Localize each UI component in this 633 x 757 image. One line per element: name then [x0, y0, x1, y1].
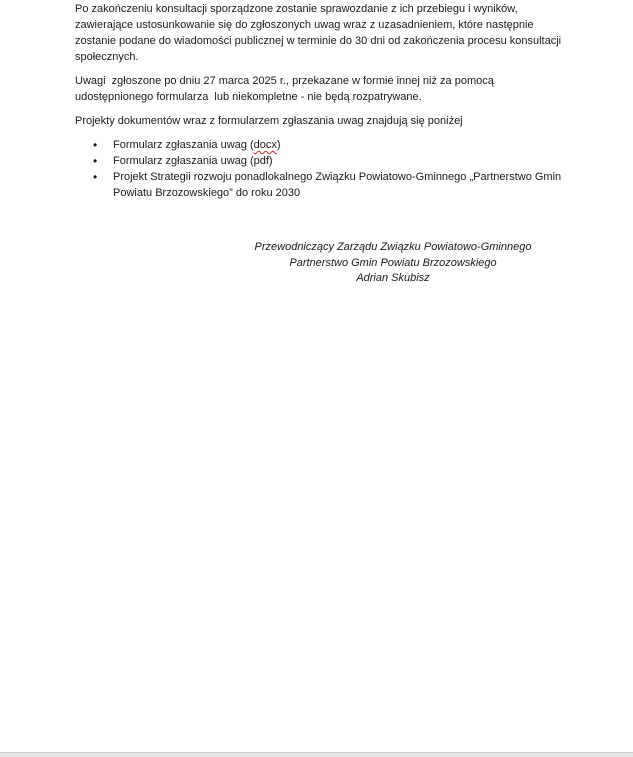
signature-name: Adrian Skubisz	[356, 272, 430, 284]
document-links-list	[75, 137, 565, 201]
link-strategy-project[interactable]: • Projekt Strategii rozwoju ponadlokalnego Związku Powiatowo-Gminnego „Partnerstwo Gmin Powiatu Brzozowskiego” do roku 2030	[113, 169, 565, 201]
signature-organization: Partnerstwo Gmin Powiatu Brzozowskiego	[289, 256, 497, 269]
spellcheck-underlined-word: docx	[253, 139, 277, 151]
signature-block	[240, 240, 546, 287]
paragraph-consultation-report: Po zakończeniu konsultacji sporządzone zostanie sprawozdanie z ich przebiegu i wyników, zawierające ustosunkowanie się do zgłoszonych uwag wraz z uzasadnieniem, które następnie zostanie podane do wiadomości publicznej w terminie do 30 dni od zakończenia procesu konsultacji społecznych.	[75, 3, 565, 63]
paragraph-documents-intro: Projekty dokumentów wraz z formularzem zgłaszania uwag znajdują się poniżej	[75, 115, 463, 127]
link-form-docx[interactable]: • Formularz zgłaszania uwag (docx)	[113, 137, 565, 153]
paragraph-deadline-notice: Uwagi zgłoszone po dniu 27 marca 2025 r., przekazane w formie innej niż za pomocą udostępnionego formularza lub niekompletne - nie będą rozpatrywane.	[75, 75, 497, 103]
link-form-pdf[interactable]: • Formularz zgłaszania uwag (pdf)	[113, 153, 565, 169]
page-bottom-edge	[0, 752, 633, 757]
signature-title: Przewodniczący Zarządu Związku Powiatowo-Gminnego	[254, 241, 532, 253]
document-body	[75, 1, 565, 201]
